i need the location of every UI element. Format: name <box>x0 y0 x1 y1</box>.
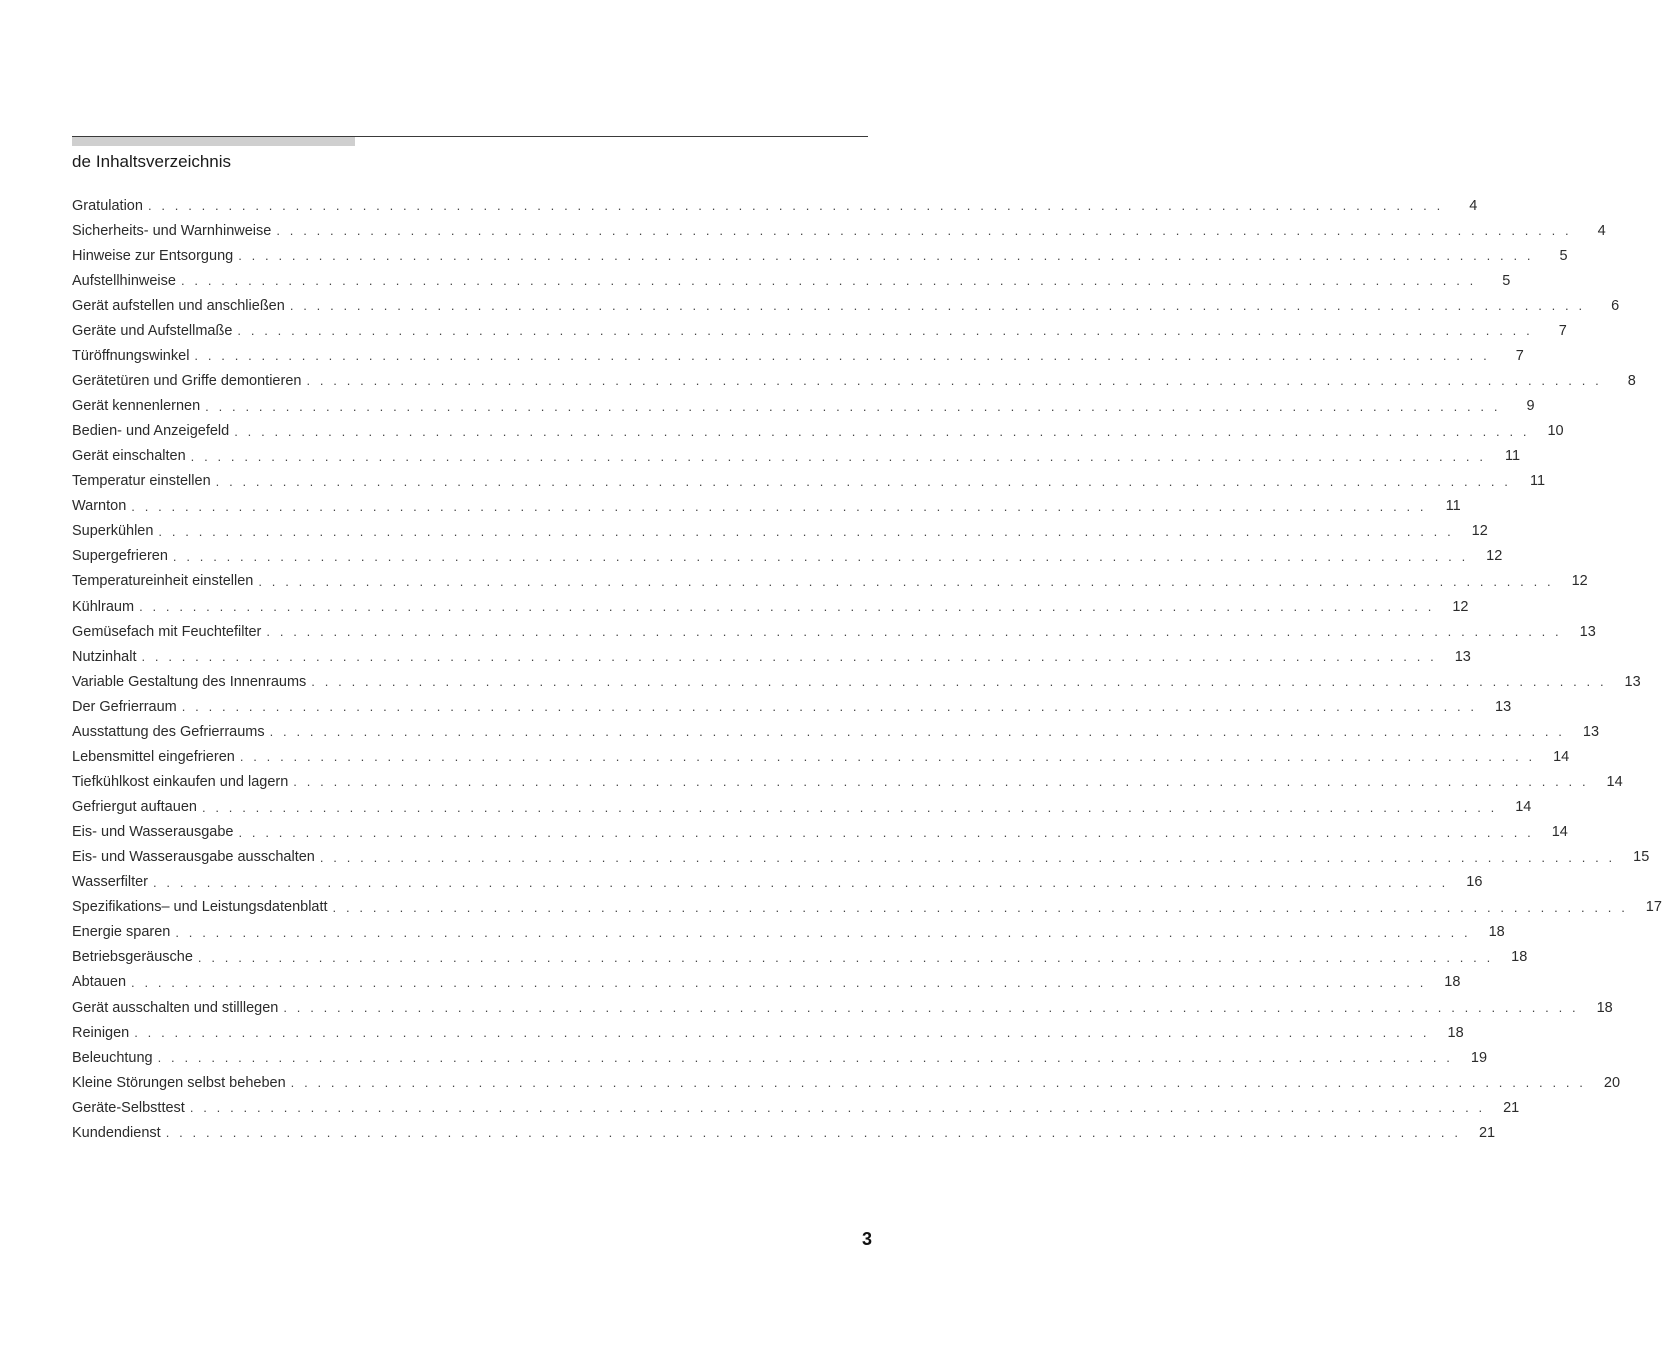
toc-entry[interactable] <box>72 1020 1464 1045</box>
toc-entry-page: 9 <box>1526 398 1535 415</box>
toc-entry[interactable] <box>72 368 1636 393</box>
language-code: de <box>72 152 91 171</box>
toc-entry-page: 15 <box>1633 849 1650 866</box>
toc-entry-title: Eis- und Wasserausgabe ausschalten <box>72 849 315 866</box>
toc-entry-title: Aufstellhinweise <box>72 272 176 289</box>
toc-entry[interactable] <box>72 394 1535 419</box>
toc-entry-page: 12 <box>1471 523 1488 540</box>
toc-dot-leader: . . . . . . . . . . . . . . . . . . . . . . . . . . . . . . . . . . . . . . . . . . . . . . . . . . . . . . . . . . . . . . . . . . . . . . . . . . . . . . . . . . . . . . . . . . . . . . . . . <box>306 373 1602 389</box>
toc-entry-title: Geräte und Aufstellmaße <box>72 322 233 339</box>
toc-entry[interactable] <box>72 519 1488 544</box>
toc-dot-leader: . . . . . . . . . . . . . . . . . . . . . . . . . . . . . . . . . . . . . . . . . . . . . . . . . . . . . . . . . . . . . . . . . . . . . . . . . . . . . . . . . . . . . . . . . . . . . . . . . <box>147 198 1444 214</box>
header-accent-bar <box>72 137 355 146</box>
toc-entry[interactable] <box>72 293 1620 318</box>
toc-entry-page: 16 <box>1466 874 1483 891</box>
toc-entry-title: Türöffnungswinkel <box>72 347 190 364</box>
toc-entry-title: Beleuchtung <box>72 1049 153 1066</box>
toc-entry[interactable] <box>72 544 1503 569</box>
toc-entry-title: Hinweise zur Entsorgung <box>72 247 234 264</box>
toc-entry-page: 6 <box>1611 297 1620 314</box>
toc-entry[interactable] <box>72 193 1478 218</box>
toc-entry-title: Gerätetüren und Griffe demontieren <box>72 372 302 389</box>
toc-entry-page: 5 <box>1559 247 1568 264</box>
toc-entry-title: Kundendienst <box>72 1124 161 1141</box>
toc-entry-title: Temperatur einstellen <box>72 473 211 490</box>
toc-entry[interactable] <box>72 1070 1621 1095</box>
toc-dot-leader: . . . . . . . . . . . . . . . . . . . . . . . . . . . . . . . . . . . . . . . . . . . . . . . . . . . . . . . . . . . . . . . . . . . . . . . . . . . . . . . . . . . . . . . . . . . . . . . . . <box>172 548 1469 564</box>
toc-entry[interactable] <box>72 1045 1488 1070</box>
toc-dot-leader: . . . . . . . . . . . . . . . . . . . . . . . . . . . . . . . . . . . . . . . . . . . . . . . . . . . . . . . . . . . . . . . . . . . . . . . . . . . . . . . . . . . . . . . . . . . . . . . . . <box>215 473 1512 489</box>
toc-entry[interactable] <box>72 594 1469 619</box>
toc-entry-title: Ausstattung des Gefrierraums <box>72 723 265 740</box>
toc-entry-page: 18 <box>1447 1024 1464 1041</box>
toc-entry-page: 12 <box>1452 598 1469 615</box>
toc-entry-title: Kühlraum <box>72 598 135 615</box>
toc-entry-page: 11 <box>1529 473 1546 490</box>
toc-entry-title: Gratulation <box>72 197 143 214</box>
toc-entry[interactable] <box>72 469 1546 494</box>
toc-entry-page: 13 <box>1495 698 1512 715</box>
toc-entry-page: 17 <box>1645 899 1662 916</box>
toc-entry[interactable] <box>72 343 1524 368</box>
toc-entry-title: Der Gefrierraum <box>72 698 177 715</box>
toc-entry-title: Geräte-Selbsttest <box>72 1099 185 1116</box>
toc-dot-leader: . . . . . . . . . . . . . . . . . . . . . . . . . . . . . . . . . . . . . . . . . . . . . . . . . . . . . . . . . . . . . . . . . . . . . . . . . . . . . . . . . . . . . . . . . . . . . . . . . <box>180 273 1477 289</box>
toc-entry-page: 21 <box>1478 1124 1496 1141</box>
toc-dot-leader: . . . . . . . . . . . . . . . . . . . . . . . . . . . . . . . . . . . . . . . . . . . . . . . . . . . . . . . . . . . . . . . . . . . . . . . . . . . . . . . . . . . . . . . . . . . . . . . . . <box>237 323 1533 339</box>
toc-entry[interactable] <box>72 719 1600 744</box>
toc-entry-page: 18 <box>1596 999 1613 1016</box>
toc-entry-page: 14 <box>1515 799 1532 816</box>
toc-entry[interactable] <box>72 694 1512 719</box>
toc-entry-title: Gerät ausschalten und stilllegen <box>72 999 279 1016</box>
toc-entry[interactable] <box>72 795 1532 820</box>
toc-dot-leader: . . . . . . . . . . . . . . . . . . . . . . . . . . . . . . . . . . . . . . . . . . . . . . . . . . . . . . . . . . . . . . . . . . . . . . . . . . . . . . . . . . . . . . . . . . . . . . . . . <box>258 573 1554 589</box>
toc-dot-leader: . . . . . . . . . . . . . . . . . . . . . . . . . . . . . . . . . . . . . . . . . . . . . . . . . . . . . . . . . . . . . . . . . . . . . . . . . . . . . . . . . . . . . . . . . . . . . . . . . <box>194 348 1490 364</box>
toc-entry-page: 18 <box>1511 949 1528 966</box>
toc-entry-page: 14 <box>1553 748 1570 765</box>
toc-entry[interactable] <box>72 644 1471 669</box>
toc-dot-leader: . . . . . . . . . . . . . . . . . . . . . . . . . . . . . . . . . . . . . . . . . . . . . . . . . . . . . . . . . . . . . . . . . . . . . . . . . . . . . . . . . . . . . . . . . . . . . . . . . <box>238 824 1534 840</box>
toc-entry[interactable] <box>72 845 1650 870</box>
toc-entry[interactable] <box>72 669 1641 694</box>
toc-dot-leader: . . . . . . . . . . . . . . . . . . . . . . . . . . . . . . . . . . . . . . . . . . . . . . . . . . . . . . . . . . . . . . . . . . . . . . . . . . . . . . . . . . . . . . . . . . . . . . . . . <box>141 649 1437 665</box>
toc-dot-leader: . . . . . . . . . . . . . . . . . . . . . . . . . . . . . . . . . . . . . . . . . . . . . . . . . . . . . . . . . . . . . . . . . . . . . . . . . . . . . . . . . . . . . . . . . . . . . . . . . <box>289 298 1586 314</box>
toc-dot-leader: . . . . . . . . . . . . . . . . . . . . . . . . . . . . . . . . . . . . . . . . . . . . . . . . . . . . . . . . . . . . . . . . . . . . . . . . . . . . . . . . . . . . . . . . . . . . . . . . . <box>293 774 1589 790</box>
toc-entry-title: Temperatureinheit einstellen <box>72 573 254 590</box>
toc-entry-title: Abtauen <box>72 974 127 991</box>
toc-entry-page: 14 <box>1606 773 1623 790</box>
toc-entry-title: Sicherheits- und Warnhinweise <box>72 222 272 239</box>
toc-dot-leader: . . . . . . . . . . . . . . . . . . . . . . . . . . . . . . . . . . . . . . . . . . . . . . . . . . . . . . . . . . . . . . . . . . . . . . . . . . . . . . . . . . . . . . . . . . . . . . . . . <box>205 398 1501 414</box>
toc-dot-leader: . . . . . . . . . . . . . . . . . . . . . . . . . . . . . . . . . . . . . . . . . . . . . . . . . . . . . . . . . . . . . . . . . . . . . . . . . . . . . . . . . . . . . . . . . . . . . . . . . <box>131 498 1427 514</box>
toc-dot-leader: . . . . . . . . . . . . . . . . . . . . . . . . . . . . . . . . . . . . . . . . . . . . . . . . . . . . . . . . . . . . . . . . . . . . . . . . . . . . . . . . . . . . . . . . . . . . . . . . . <box>165 1125 1462 1141</box>
toc-dot-leader: . . . . . . . . . . . . . . . . . . . . . . . . . . . . . . . . . . . . . . . . . . . . . . . . . . . . . . . . . . . . . . . . . . . . . . . . . . . . . . . . . . . . . . . . . . . . . . . . . <box>157 1050 1454 1066</box>
toc-entry-page: 12 <box>1571 573 1588 590</box>
toc-dot-leader: . . . . . . . . . . . . . . . . . . . . . . . . . . . . . . . . . . . . . . . . . . . . . . . . . . . . . . . . . . . . . . . . . . . . . . . . . . . . . . . . . . . . . . . . . . . . . . . . . <box>276 223 1572 239</box>
toc-dot-leader: . . . . . . . . . . . . . . . . . . . . . . . . . . . . . . . . . . . . . . . . . . . . . . . . . . . . . . . . . . . . . . . . . . . . . . . . . . . . . . . . . . . . . . . . . . . . . . . . . <box>332 899 1628 915</box>
toc-entry[interactable] <box>72 1095 1520 1120</box>
toc-entry-page: 13 <box>1582 723 1600 740</box>
toc-entry-page: 4 <box>1469 197 1478 214</box>
toc-entry-page: 8 <box>1627 372 1636 389</box>
toc-dot-leader: . . . . . . . . . . . . . . . . . . . . . . . . . . . . . . . . . . . . . . . . . . . . . . . . . . . . . . . . . . . . . . . . . . . . . . . . . . . . . . . . . . . . . . . . . . . . . . . . . <box>181 699 1478 715</box>
toc-entry-page: 11 <box>1445 498 1461 515</box>
toc-entry-title: Bedien- und Anzeigefeld <box>72 423 230 440</box>
toc-entry[interactable] <box>72 945 1528 970</box>
toc-entry-page: 11 <box>1504 448 1521 465</box>
toc-dot-leader: . . . . . . . . . . . . . . . . . . . . . . . . . . . . . . . . . . . . . . . . . . . . . . . . . . . . . . . . . . . . . . . . . . . . . . . . . . . . . . . . . . . . . . . . . . . . . . . . . <box>266 624 1562 640</box>
toc-dot-leader: . . . . . . . . . . . . . . . . . . . . . . . . . . . . . . . . . . . . . . . . . . . . . . . . . . . . . . . . . . . . . . . . . . . . . . . . . . . . . . . . . . . . . . . . . . . . . . . . . <box>153 874 1449 890</box>
toc-entry-page: 13 <box>1579 623 1596 640</box>
toc-entry-title: Betriebsgeräusche <box>72 949 193 966</box>
toc-dot-leader: . . . . . . . . . . . . . . . . . . . . . . . . . . . . . . . . . . . . . . . . . . . . . . . . . . . . . . . . . . . . . . . . . . . . . . . . . . . . . . . . . . . . . . . . . . . . . . . . . <box>290 1075 1587 1091</box>
toc-entry[interactable] <box>72 243 1568 268</box>
toc-entry-page: 21 <box>1503 1099 1520 1116</box>
toc-entry[interactable] <box>72 494 1461 519</box>
page-number: 3 <box>861 1229 872 1249</box>
toc-dot-leader: . . . . . . . . . . . . . . . . . . . . . . . . . . . . . . . . . . . . . . . . . . . . . . . . . . . . . . . . . . . . . . . . . . . . . . . . . . . . . . . . . . . . . . . . . . . . . . . . . <box>238 248 1534 264</box>
toc-entry-title: Superkühlen <box>72 523 154 540</box>
toc-entry-page: 13 <box>1624 673 1641 690</box>
toc-entry-title: Gefriergut auftauen <box>72 799 197 816</box>
toc-dot-leader: . . . . . . . . . . . . . . . . . . . . . . . . . . . . . . . . . . . . . . . . . . . . . . . . . . . . . . . . . . . . . . . . . . . . . . . . . . . . . . . . . . . . . . . . . . . . . . . . . <box>139 599 1435 615</box>
title-text: Inhaltsverzeichnis <box>95 152 232 171</box>
toc-entry-title: Gerät aufstellen und anschließen <box>72 297 285 314</box>
toc-entry[interactable] <box>72 569 1588 594</box>
toc-entry-title: Gerät kennenlernen <box>72 398 201 415</box>
toc-entry[interactable] <box>72 1120 1496 1145</box>
toc-dot-leader: . . . . . . . . . . . . . . . . . . . . . . . . . . . . . . . . . . . . . . . . . . . . . . . . . . . . . . . . . . . . . . . . . . . . . . . . . . . . . . . . . . . . . . . . . . . . . . . . . <box>197 949 1494 965</box>
toc-entry-title: Warnton <box>72 498 127 515</box>
toc-entry-page: 10 <box>1547 423 1564 440</box>
table-of-contents <box>72 193 1662 1145</box>
toc-entry-page: 4 <box>1597 222 1606 239</box>
toc-entry-page: 18 <box>1444 974 1461 991</box>
toc-entry-title: Spezifikations– und Leistungsdatenblatt <box>72 899 328 916</box>
toc-entry[interactable] <box>72 318 1567 343</box>
toc-entry[interactable] <box>72 218 1606 243</box>
toc-dot-leader: . . . . . . . . . . . . . . . . . . . . . . . . . . . . . . . . . . . . . . . . . . . . . . . . . . . . . . . . . . . . . . . . . . . . . . . . . . . . . . . . . . . . . . . . . . . . . . . . . <box>131 974 1427 990</box>
toc-entry-title: Variable Gestaltung des Innenraums <box>72 673 307 690</box>
toc-entry[interactable] <box>72 419 1564 444</box>
toc-dot-leader: . . . . . . . . . . . . . . . . . . . . . . . . . . . . . . . . . . . . . . . . . . . . . . . . . . . . . . . . . . . . . . . . . . . . . . . . . . . . . . . . . . . . . . . . . . . . . . . . . <box>311 674 1607 690</box>
toc-entry-title: Reinigen <box>72 1024 130 1041</box>
toc-entry-page: 20 <box>1603 1074 1621 1091</box>
toc-entry-page: 13 <box>1454 648 1471 665</box>
toc-dot-leader: . . . . . . . . . . . . . . . . . . . . . . . . . . . . . . . . . . . . . . . . . . . . . . . . . . . . . . . . . . . . . . . . . . . . . . . . . . . . . . . . . . . . . . . . . . . . . . . . . <box>319 849 1616 865</box>
toc-dot-leader: . . . . . . . . . . . . . . . . . . . . . . . . . . . . . . . . . . . . . . . . . . . . . . . . . . . . . . . . . . . . . . . . . . . . . . . . . . . . . . . . . . . . . . . . . . . . . . . . . <box>283 1000 1579 1016</box>
toc-entry-title: Wasserfilter <box>72 874 148 891</box>
toc-entry-title: Gemüsefach mit Feuchtefilter <box>72 623 262 640</box>
toc-dot-leader: . . . . . . . . . . . . . . . . . . . . . . . . . . . . . . . . . . . . . . . . . . . . . . . . . . . . . . . . . . . . . . . . . . . . . . . . . . . . . . . . . . . . . . . . . . . . . . . . . <box>190 448 1487 464</box>
toc-entry[interactable] <box>72 920 1505 945</box>
toc-dot-leader: . . . . . . . . . . . . . . . . . . . . . . . . . . . . . . . . . . . . . . . . . . . . . . . . . . . . . . . . . . . . . . . . . . . . . . . . . . . . . . . . . . . . . . . . . . . . . . . . . <box>234 423 1530 439</box>
toc-entry-title: Gerät einschalten <box>72 448 186 465</box>
toc-entry[interactable] <box>72 970 1461 995</box>
toc-dot-leader: . . . . . . . . . . . . . . . . . . . . . . . . . . . . . . . . . . . . . . . . . . . . . . . . . . . . . . . . . . . . . . . . . . . . . . . . . . . . . . . . . . . . . . . . . . . . . . . . . <box>189 1100 1486 1116</box>
toc-dot-leader: . . . . . . . . . . . . . . . . . . . . . . . . . . . . . . . . . . . . . . . . . . . . . . . . . . . . . . . . . . . . . . . . . . . . . . . . . . . . . . . . . . . . . . . . . . . . . . . . . <box>158 523 1454 539</box>
toc-entry-title: Kleine Störungen selbst beheben <box>72 1074 286 1091</box>
toc-entry[interactable] <box>72 268 1511 293</box>
toc-dot-leader: . . . . . . . . . . . . . . . . . . . . . . . . . . . . . . . . . . . . . . . . . . . . . . . . . . . . . . . . . . . . . . . . . . . . . . . . . . . . . . . . . . . . . . . . . . . . . . . . . <box>239 749 1536 765</box>
toc-entry[interactable] <box>72 870 1483 895</box>
toc-entry-page: 5 <box>1502 272 1511 289</box>
toc-entry-page: 12 <box>1486 548 1503 565</box>
toc-dot-leader: . . . . . . . . . . . . . . . . . . . . . . . . . . . . . . . . . . . . . . . . . . . . . . . . . . . . . . . . . . . . . . . . . . . . . . . . . . . . . . . . . . . . . . . . . . . . . . . . . <box>201 799 1498 815</box>
toc-entry-page: 19 <box>1470 1049 1488 1066</box>
toc-dot-leader: . . . . . . . . . . . . . . . . . . . . . . . . . . . . . . . . . . . . . . . . . . . . . . . . . . . . . . . . . . . . . . . . . . . . . . . . . . . . . . . . . . . . . . . . . . . . . . . . . <box>134 1025 1430 1041</box>
page-title <box>72 152 231 172</box>
toc-entry-title: Energie sparen <box>72 924 171 941</box>
toc-entry-page: 18 <box>1488 924 1505 941</box>
toc-dot-leader: . . . . . . . . . . . . . . . . . . . . . . . . . . . . . . . . . . . . . . . . . . . . . . . . . . . . . . . . . . . . . . . . . . . . . . . . . . . . . . . . . . . . . . . . . . . . . . . . . <box>269 724 1566 740</box>
toc-entry-title: Tiefkühlkost einkaufen und lagern <box>72 773 289 790</box>
toc-entry[interactable] <box>72 769 1623 794</box>
toc-entry-title: Nutzinhalt <box>72 648 137 665</box>
toc-entry[interactable] <box>72 995 1613 1020</box>
toc-entry[interactable] <box>72 444 1521 469</box>
toc-entry-page: 7 <box>1558 322 1567 339</box>
toc-entry-title: Eis- und Wasserausgabe <box>72 824 234 841</box>
toc-entry-title: Lebensmittel eingefrieren <box>72 748 235 765</box>
toc-entry[interactable] <box>72 820 1568 845</box>
toc-entry-page: 7 <box>1515 347 1524 364</box>
toc-entry[interactable] <box>72 619 1596 644</box>
toc-entry[interactable] <box>72 895 1662 920</box>
toc-entry[interactable] <box>72 744 1570 769</box>
toc-dot-leader: . . . . . . . . . . . . . . . . . . . . . . . . . . . . . . . . . . . . . . . . . . . . . . . . . . . . . . . . . . . . . . . . . . . . . . . . . . . . . . . . . . . . . . . . . . . . . . . . . <box>175 924 1471 940</box>
toc-entry-title: Supergefrieren <box>72 548 168 565</box>
toc-entry-page: 14 <box>1551 824 1568 841</box>
